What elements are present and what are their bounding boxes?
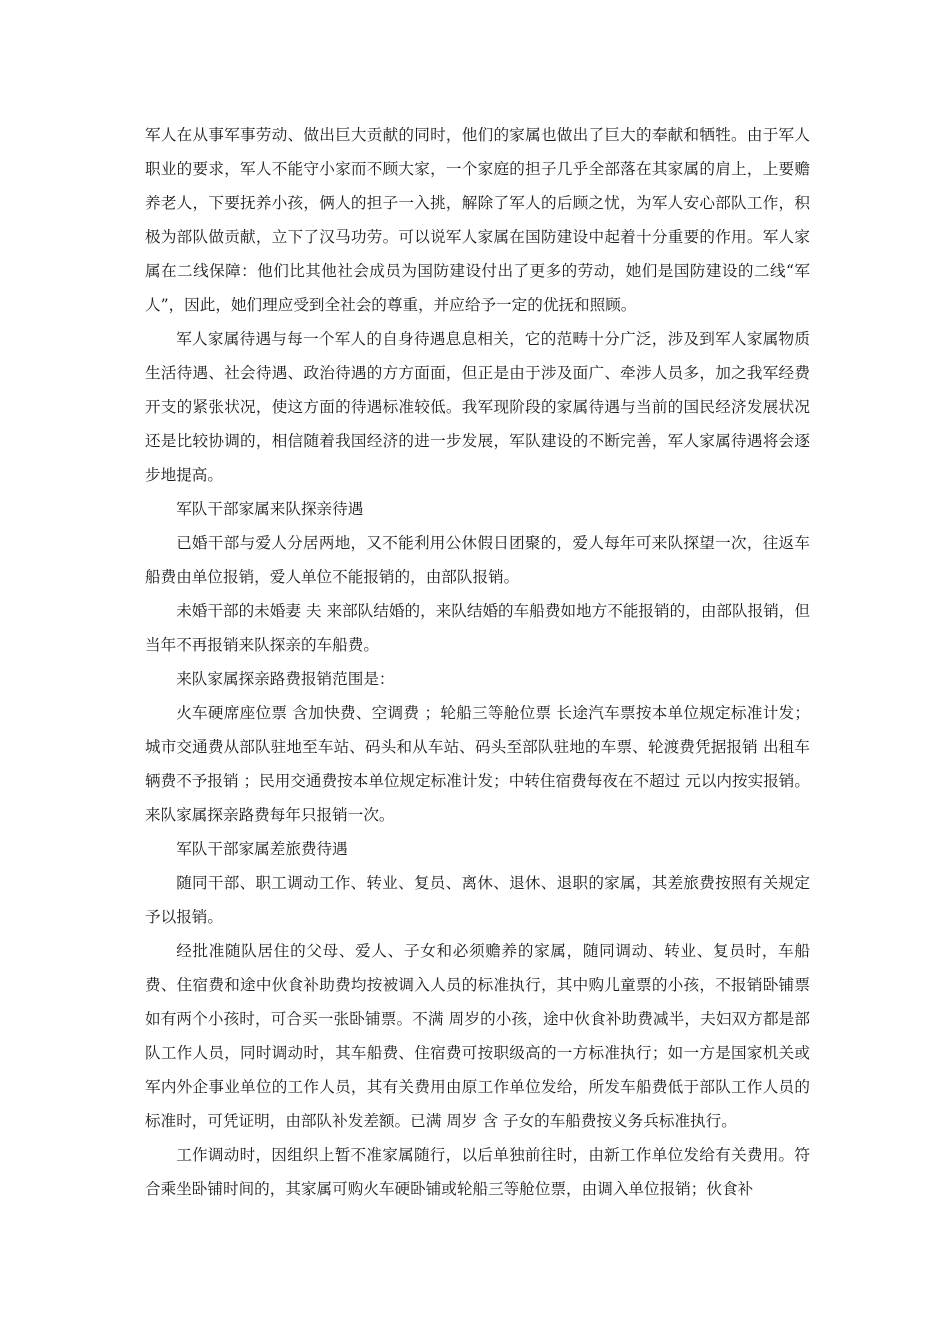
paragraph-unmarried-cadres: 未婚干部的未婚妻 夫 来部队结婚的，来队结婚的车船费如地方不能报销的，由部队报销，但当年不再报销来队探亲的车船费。: [145, 602, 810, 654]
paragraph-accompanying-family: 随同干部、职工调动工作、转业、复员、离休、退休、退职的家属，其差旅费按照有关规定予以报销。: [145, 874, 810, 926]
paragraph-reimbursement-scope: 火车硬席座位票 含加快费、空调费 ；轮船三等舱位票 长途汽车票按本单位规定标准计发；城市交通费从部队驻地至车站、码头和从车站、码头至部队驻地的车票、轮渡费凭据报销 出租车辆费不予报销 ；民用交通费按本单位规定标准计发；中转住宿费每夜在不超过 元以内按实报销。来队家属探亲路费每年只报销一次。: [145, 704, 810, 824]
section-heading-visit-treatment: 军队干部家属来队探亲待遇: [176, 500, 364, 518]
paragraph-approved-family: 经批准随队居住的父母、爱人、子女和必须赡养的家属，随同调动、转业、复员时，车船费、住宿费和途中伙食补助费均按被调入人员的标准执行，其中购儿童票的小孩，不报销卧铺票 如有两个小孩时，可合买一张卧铺票。不满 周岁的小孩，途中伙食补助费减半，夫妇双方都是部队工作人员，同时调动时，其车船费、住宿费可按职级高的一方标准执行；如一方是国家机关或军内外企事业单位的工作人员，其有关费用由原工作单位发给，所发车船费低于部队工作人员的标准时，可凭证明，由部队补发差额。已满 周岁 含 子女的车船费按义务兵标准执行。: [145, 942, 810, 1130]
section-heading-travel-expenses: 军队干部家属差旅费待遇: [176, 840, 348, 858]
paragraph-family-treatment: 军人家属待遇与每一个军人的自身待遇息息相关，它的范畴十分广泛，涉及到军人家属物质生活待遇、社会待遇、政治待遇的方方面面，但正是由于涉及面广、牵涉人员多，加之我军经费开支的紧张状况，使这方面的待遇标准较低。我军现阶段的家属待遇与当前的国民经济发展状况还是比较协调的，相信随着我国经济的进一步发展，军队建设的不断完善，军人家属待遇将会逐步地提高。: [145, 330, 810, 484]
paragraph-intro: 军人在从事军事劳动、做出巨大贡献的同时，他们的家属也做出了巨大的奉献和牺牲。由于军人职业的要求，军人不能守小家而不顾大家，一个家庭的担子几乎全部落在其家属的肩上，上要赡养老人，下要抚养小孩，俩人的担子一入挑，解除了军人的后顾之忧，为军人安心部队工作，积极为部队做贡献，立下了汉马功劳。可以说军人家属在国防建设中起着十分重要的作用。军人家属在二线保障：他们比其他社会成员为国防建设付出了更多的劳动，她们是国防建设的二线“军人”，因此，她们理应受到全社会的尊重，并应给予一定的优抚和照顾。: [145, 126, 810, 314]
paragraph-work-transfer: 工作调动时，因组织上暂不准家属随行，以后单独前往时，由新工作单位发给有关费用。符合乘坐卧铺时间的，其家属可购火车硬卧铺或轮船三等舱位票，由调入单位报销；伙食补: [145, 1146, 810, 1198]
document-page: [145, 118, 810, 1206]
paragraph-married-cadres: 已婚干部与爱人分居两地，又不能利用公休假日团聚的，爱人每年可来队探望一次，往返车船费由单位报销，爱人单位不能报销的，由部队报销。: [145, 534, 810, 586]
paragraph-reimbursement-scope-label: 来队家属探亲路费报销范围是：: [176, 670, 395, 688]
